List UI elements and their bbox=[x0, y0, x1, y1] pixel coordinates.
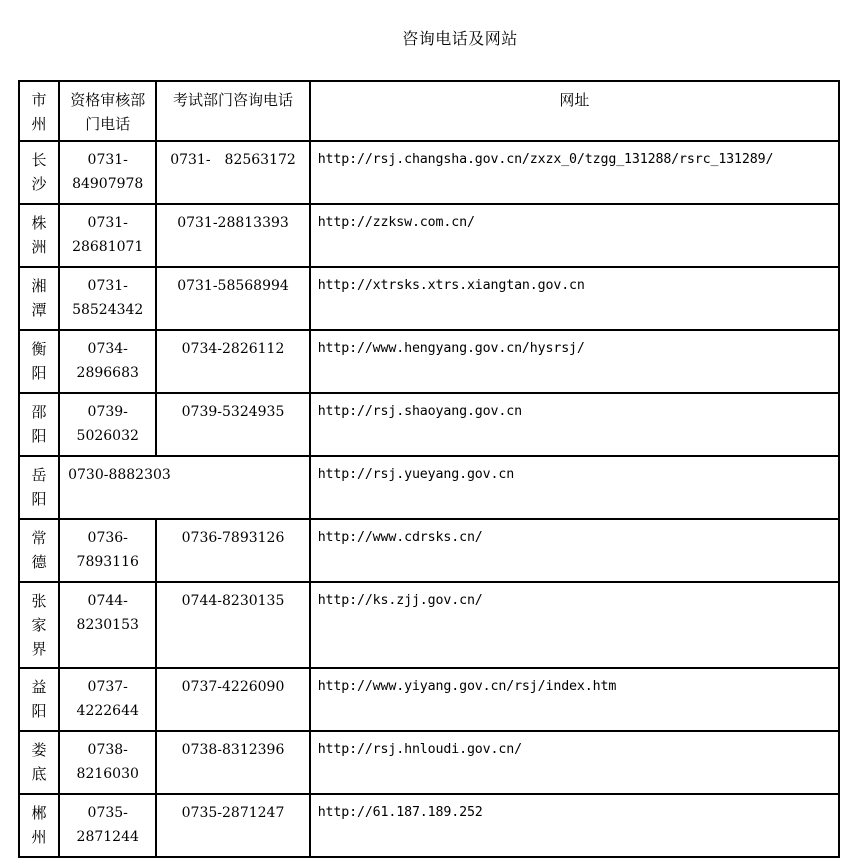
city-cell: 娄底 bbox=[19, 731, 59, 794]
website-link[interactable]: http://xtrsks.xtrs.xiangtan.gov.cn bbox=[310, 267, 839, 330]
exam-phone-cell: 0731-58568994 bbox=[156, 267, 309, 330]
website-link[interactable]: http://www.hengyang.gov.cn/hysrsj/ bbox=[310, 330, 839, 393]
city-cell: 湘潭 bbox=[19, 267, 59, 330]
website-link[interactable]: http://rsj.yueyang.gov.cn bbox=[310, 456, 839, 519]
website-link[interactable]: http://rsj.shaoyang.gov.cn bbox=[310, 393, 839, 456]
qualification-phone-cell: 0739-5026032 bbox=[59, 393, 156, 456]
exam-phone-cell: 0735-2871247 bbox=[156, 794, 309, 857]
table-row bbox=[19, 582, 839, 668]
website-link[interactable]: http://rsj.changsha.gov.cn/zxzx_0/tzgg_131288/rsrc_131289/ bbox=[310, 141, 839, 204]
exam-phone-cell: 0737-4226090 bbox=[156, 668, 309, 731]
city-cell: 邵阳 bbox=[19, 393, 59, 456]
exam-phone-cell: 0744-8230135 bbox=[156, 582, 309, 668]
table-row bbox=[19, 267, 839, 330]
table-row bbox=[19, 330, 839, 393]
table-row bbox=[19, 456, 839, 519]
qualification-phone-cell: 0737-4222644 bbox=[59, 668, 156, 731]
contact-table bbox=[18, 80, 840, 858]
city-cell: 岳阳 bbox=[19, 456, 59, 519]
table-header-row bbox=[19, 81, 839, 141]
qualification-phone-cell: 0744-8230153 bbox=[59, 582, 156, 668]
city-cell: 益阳 bbox=[19, 668, 59, 731]
exam-phone-cell: 0731- 82563172 bbox=[156, 141, 309, 204]
qualification-phone-cell: 0736-7893116 bbox=[59, 519, 156, 582]
qualification-phone-cell: 0735-2871244 bbox=[59, 794, 156, 857]
city-cell: 衡阳 bbox=[19, 330, 59, 393]
table-row bbox=[19, 393, 839, 456]
website-link[interactable]: http://www.yiyang.gov.cn/rsj/index.htm bbox=[310, 668, 839, 731]
city-cell: 郴州 bbox=[19, 794, 59, 857]
header-city: 市州 bbox=[19, 81, 59, 141]
table-row bbox=[19, 519, 839, 582]
exam-phone-cell: 0736-7893126 bbox=[156, 519, 309, 582]
merged-phone-cell: 0730-8882303 bbox=[59, 456, 310, 519]
header-exam-phone: 考试部门咨询电话 bbox=[156, 81, 309, 141]
qualification-phone-cell: 0731-28681071 bbox=[59, 204, 156, 267]
exam-phone-cell: 0739-5324935 bbox=[156, 393, 309, 456]
exam-phone-cell: 0738-8312396 bbox=[156, 731, 309, 794]
qualification-phone-cell: 0734-2896683 bbox=[59, 330, 156, 393]
city-cell: 株洲 bbox=[19, 204, 59, 267]
city-cell: 张家界 bbox=[19, 582, 59, 668]
table-row bbox=[19, 794, 839, 857]
website-link[interactable]: http://ks.zjj.gov.cn/ bbox=[310, 582, 839, 668]
page-title: 咨询电话及网站 bbox=[402, 29, 518, 48]
table-row bbox=[19, 141, 839, 204]
city-cell: 长沙 bbox=[19, 141, 59, 204]
city-cell: 常德 bbox=[19, 519, 59, 582]
qualification-phone-cell: 0731-58524342 bbox=[59, 267, 156, 330]
exam-phone-cell: 0734-2826112 bbox=[156, 330, 309, 393]
website-link[interactable]: http://www.cdrsks.cn/ bbox=[310, 519, 839, 582]
header-website: 网址 bbox=[310, 81, 839, 141]
table-row bbox=[19, 731, 839, 794]
table-row bbox=[19, 668, 839, 731]
website-link[interactable]: http://zzksw.com.cn/ bbox=[310, 204, 839, 267]
qualification-phone-cell: 0738-8216030 bbox=[59, 731, 156, 794]
exam-phone-cell: 0731-28813393 bbox=[156, 204, 309, 267]
website-link[interactable]: http://61.187.189.252 bbox=[310, 794, 839, 857]
table-row bbox=[19, 204, 839, 267]
website-link[interactable]: http://rsj.hnloudi.gov.cn/ bbox=[310, 731, 839, 794]
header-qualification-phone: 资格审核部门电话 bbox=[59, 81, 156, 141]
qualification-phone-cell: 0731-84907978 bbox=[59, 141, 156, 204]
